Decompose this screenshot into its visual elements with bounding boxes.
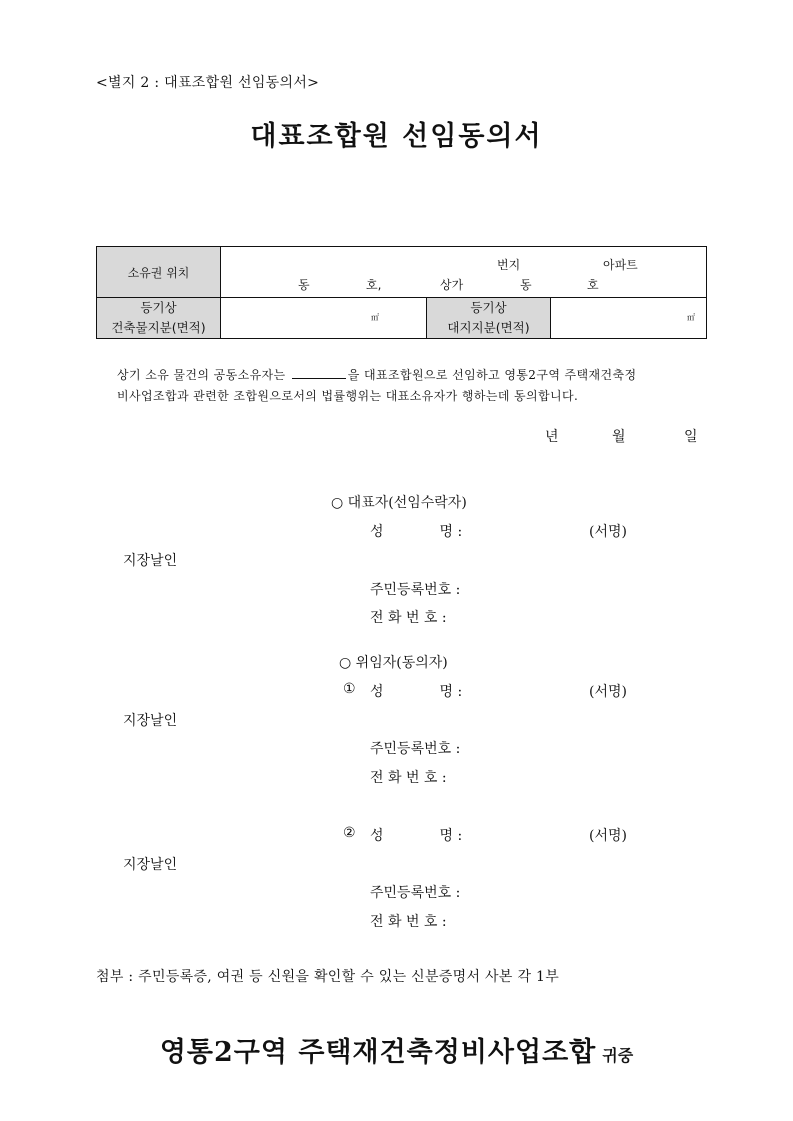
representative-name-blank[interactable]	[292, 367, 346, 379]
addressee	[0, 1030, 793, 1069]
date-year[interactable]: 년	[545, 429, 559, 445]
delegate-2-marker: ②	[343, 825, 356, 841]
building-share-label-2: 건축물지분(면적)	[111, 320, 206, 335]
consent-paragraph-line2: 비사업조합과 관련한 조합원으로서의 법률행위는 대표소유자가 행하는데 동의합니다.	[117, 389, 579, 403]
delegate-1-marker: ①	[343, 681, 356, 697]
date-day[interactable]: 일	[684, 429, 698, 445]
delegate-2-id-label: 주민등록번호 :	[370, 885, 461, 901]
delegates-heading: ○ 위임자(동의자)	[339, 655, 448, 671]
page-title: 대표조합원 선임동의서	[250, 121, 543, 152]
land-share-value-cell[interactable]	[551, 298, 707, 339]
representative-heading: ○ 대표자(선임수락자)	[331, 495, 467, 511]
sangga-dong-label: 동	[520, 278, 532, 292]
property-info-table	[96, 246, 707, 339]
beonji-label: 번지	[497, 258, 521, 272]
dong-label: 동	[298, 278, 310, 292]
delegate-1-seal[interactable]: 지장날인	[123, 713, 178, 729]
delegate-2-phone-label: 전 화 번 호 :	[370, 914, 447, 930]
consent-paragraph-line1	[117, 366, 636, 383]
delegate-1-name-label: 성 명 :	[370, 684, 463, 700]
ho-label: 호,	[366, 278, 382, 292]
representative-id-label: 주민등록번호 :	[370, 582, 461, 598]
representative-phone-label: 전 화 번 호 :	[370, 610, 447, 626]
land-unit: ㎡	[687, 313, 695, 322]
delegate-2-signature[interactable]: (서명)	[589, 828, 627, 844]
consent-text-after: 을 대표조합원으로 선임하고 영통2구역 주택재건축정	[347, 368, 637, 382]
addressee-suffix: 귀중	[602, 1046, 634, 1065]
representative-signature[interactable]: (서명)	[589, 524, 627, 540]
land-share-label-2: 대지지분(면적)	[447, 320, 530, 335]
addressee-organization: 영통2구역 주택재건축정비사업조합	[159, 1037, 597, 1068]
consent-text-before: 상기 소유 물건의 공동소유자는	[117, 368, 286, 382]
representative-seal[interactable]: 지장날인	[123, 553, 178, 569]
location-label-cell	[97, 247, 221, 298]
annex-label: <별지 2 : 대표조합원 선임동의서>	[96, 75, 320, 91]
building-unit: ㎡	[371, 313, 379, 322]
apartment-label: 아파트	[603, 258, 638, 272]
date-month[interactable]: 월	[612, 429, 626, 445]
delegate-2-name-label: 성 명 :	[370, 828, 463, 844]
delegate-1-id-label: 주민등록번호 :	[370, 741, 461, 757]
sangga-label: 상가	[440, 278, 464, 292]
delegate-1-signature[interactable]: (서명)	[589, 684, 627, 700]
location-value-cell[interactable]	[221, 247, 707, 298]
building-share-label-1: 등기상	[140, 300, 177, 315]
land-share-label-1: 등기상	[470, 300, 507, 315]
representative-name-label: 성 명 :	[370, 524, 463, 540]
building-share-label-cell	[97, 298, 221, 339]
delegate-2-seal[interactable]: 지장날인	[123, 857, 178, 873]
land-share-label-cell	[427, 298, 551, 339]
location-label: 소유권 위치	[127, 265, 190, 280]
attachment-note: 첨부 : 주민등록증, 여권 등 신원을 확인할 수 있는 신분증명서 사본 각 1부	[96, 969, 560, 985]
building-share-value-cell[interactable]	[221, 298, 427, 339]
sangga-ho-label: 호	[587, 278, 599, 292]
delegate-1-phone-label: 전 화 번 호 :	[370, 770, 447, 786]
